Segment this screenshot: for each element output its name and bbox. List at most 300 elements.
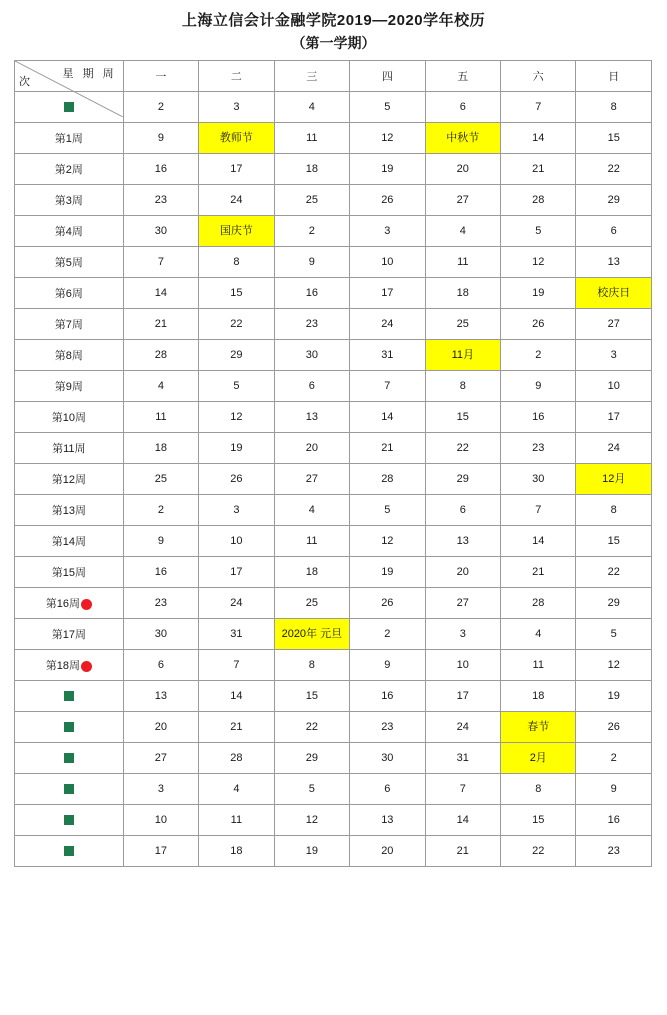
date-number: 9 [535, 380, 542, 392]
calendar-cell [501, 836, 576, 867]
exam-dot-icon [81, 661, 92, 672]
calendar-cell [274, 216, 349, 247]
calendar-cell [425, 495, 500, 526]
table-row [15, 619, 652, 650]
holiday-label: 教师节 [219, 131, 253, 144]
corner-label-weeknumber: 次 [19, 76, 30, 88]
table-row [15, 433, 652, 464]
table-row [15, 464, 652, 495]
date-number: 14 [532, 535, 545, 547]
date-number: 16 [381, 690, 394, 702]
week-label: 第2周 [54, 164, 83, 176]
calendar-cell [123, 619, 198, 650]
date-number: 15 [456, 411, 469, 423]
date-number: 11 [532, 659, 544, 671]
calendar-cell [274, 712, 349, 743]
calendar-cell [350, 743, 425, 774]
date-number: 23 [381, 721, 394, 733]
date-number: 29 [230, 349, 243, 361]
day-header-thu: 四 [350, 61, 425, 92]
holiday-label: 12月 [602, 472, 626, 485]
table-row [15, 650, 652, 681]
holiday-label: 春节 [527, 720, 550, 733]
date-number: 19 [381, 566, 394, 578]
calendar-cell [199, 247, 274, 278]
calendar-cell [425, 681, 500, 712]
calendar-cell [123, 712, 198, 743]
calendar-cell [576, 309, 652, 340]
calendar-cell [425, 588, 500, 619]
calendar-cell [576, 712, 652, 743]
date-number: 17 [381, 287, 394, 299]
date-number: 17 [456, 690, 469, 702]
date-number: 4 [308, 504, 315, 516]
table-row [15, 774, 652, 805]
document-title-block [14, 10, 653, 54]
calendar-cell [576, 402, 652, 433]
calendar-cell [123, 185, 198, 216]
week-label: 第13周 [51, 505, 86, 517]
week-label: 第5周 [54, 257, 83, 269]
calendar-cell-highlight [199, 123, 274, 154]
calendar-cell [350, 185, 425, 216]
calendar-cell [199, 836, 274, 867]
date-number: 20 [154, 721, 168, 733]
calendar-cell-highlight [274, 619, 349, 650]
week-label: 第4周 [54, 226, 83, 238]
date-number: 19 [532, 287, 545, 299]
calendar-cell [199, 185, 274, 216]
table-row [15, 526, 652, 557]
date-number: 14 [456, 814, 469, 826]
calendar-cell [350, 340, 425, 371]
calendar-cell [576, 743, 652, 774]
date-number: 28 [154, 349, 168, 361]
date-number: 4 [308, 101, 315, 113]
date-number: 22 [532, 845, 545, 857]
calendar-cell [350, 309, 425, 340]
calendar-cell [274, 371, 349, 402]
calendar-cell [274, 340, 349, 371]
date-number: 10 [456, 659, 469, 671]
date-number: 27 [456, 194, 469, 206]
date-number: 18 [532, 690, 545, 702]
calendar-cell [501, 433, 576, 464]
date-number: 9 [157, 132, 164, 144]
calendar-cell [123, 309, 198, 340]
calendar-cell [274, 681, 349, 712]
date-number: 21 [154, 318, 168, 330]
calendar-cell [501, 495, 576, 526]
date-number: 23 [532, 442, 545, 454]
date-number: 21 [532, 163, 545, 175]
date-number: 15 [305, 690, 318, 702]
calendar-cell [425, 557, 500, 588]
calendar-cell [274, 92, 349, 123]
calendar-cell [501, 464, 576, 495]
calendar-cell [576, 123, 652, 154]
calendar-cell-highlight [576, 464, 652, 495]
calendar-cell [501, 216, 576, 247]
week-label-cell [15, 619, 124, 650]
table-row [15, 247, 652, 278]
calendar-cell [501, 681, 576, 712]
date-number: 8 [610, 504, 617, 516]
calendar-cell [199, 805, 274, 836]
calendar-cell [199, 371, 274, 402]
calendar-cell [199, 464, 274, 495]
calendar-cell [350, 123, 425, 154]
date-number: 20 [456, 566, 469, 578]
date-number: 25 [154, 473, 168, 485]
date-number: 27 [154, 752, 168, 764]
calendar-cell [274, 650, 349, 681]
date-number: 18 [456, 287, 469, 299]
table-row [15, 836, 652, 867]
calendar-cell [350, 371, 425, 402]
week-label: 第12周 [51, 474, 86, 486]
calendar-cell [425, 774, 500, 805]
calendar-cell [350, 836, 425, 867]
date-number: 26 [230, 473, 243, 485]
week-label-cell [15, 743, 124, 774]
date-number: 9 [157, 535, 164, 547]
date-number: 29 [305, 752, 318, 764]
week-label-cell [15, 712, 124, 743]
date-number: 15 [607, 132, 620, 144]
date-number: 2 [384, 628, 391, 640]
calendar-cell [350, 278, 425, 309]
week-label: 第11周 [52, 443, 86, 455]
date-number: 7 [459, 783, 466, 795]
calendar-cell [576, 371, 652, 402]
date-number: 6 [308, 380, 315, 392]
date-number: 8 [459, 380, 466, 392]
calendar-cell [123, 526, 198, 557]
calendar-cell-highlight [501, 743, 576, 774]
calendar-cell [350, 557, 425, 588]
day-header-sat: 六 [501, 61, 576, 92]
date-number: 23 [154, 194, 168, 206]
date-number: 8 [308, 659, 315, 671]
calendar-cell [350, 247, 425, 278]
calendar-cell [501, 619, 576, 650]
date-number: 8 [535, 783, 542, 795]
table-row [15, 216, 652, 247]
calendar-cell [123, 557, 198, 588]
calendar-cell [350, 805, 425, 836]
calendar-cell [199, 92, 274, 123]
date-number: 7 [233, 659, 240, 671]
calendar-cell [576, 650, 652, 681]
day-header-mon: 一 [123, 61, 198, 92]
week-label: 第1周 [54, 133, 83, 145]
date-number: 12 [607, 659, 620, 671]
date-number: 31 [381, 349, 394, 361]
date-number: 24 [230, 194, 243, 206]
date-number: 10 [607, 380, 620, 392]
calendar-cell [425, 836, 500, 867]
date-number: 29 [607, 194, 620, 206]
date-number: 12 [305, 814, 318, 826]
calendar-cell-highlight [576, 278, 652, 309]
week-label-cell [15, 464, 124, 495]
date-number: 3 [233, 504, 240, 516]
calendar-cell [274, 309, 349, 340]
table-row [15, 402, 652, 433]
table-row [15, 92, 652, 123]
date-number: 25 [305, 194, 318, 206]
date-number: 19 [607, 690, 620, 702]
calendar-cell [501, 557, 576, 588]
calendar-cell-highlight [425, 340, 500, 371]
calendar-cell [274, 278, 349, 309]
date-number: 29 [607, 597, 620, 609]
calendar-cell [576, 557, 652, 588]
calendar-cell [576, 619, 652, 650]
calendar-cell [123, 805, 198, 836]
calendar-cell [274, 433, 349, 464]
calendar-cell [274, 805, 349, 836]
calendar-cell [501, 588, 576, 619]
calendar-cell [274, 836, 349, 867]
date-number: 5 [384, 101, 391, 113]
week-label-cell [15, 309, 124, 340]
week-label-cell [15, 557, 124, 588]
date-number: 24 [230, 597, 243, 609]
holiday-label: 11月 [451, 348, 474, 361]
calendar-cell [425, 185, 500, 216]
calendar-cell [199, 278, 274, 309]
calendar-cell [199, 495, 274, 526]
date-number: 7 [157, 256, 164, 268]
table-header-row [15, 61, 652, 92]
date-number: 5 [233, 380, 240, 392]
calendar-cell [501, 371, 576, 402]
calendar-cell [576, 774, 652, 805]
calendar-cell [576, 681, 652, 712]
date-number: 26 [532, 318, 545, 330]
calendar-cell [199, 588, 274, 619]
date-number: 22 [305, 721, 318, 733]
date-number: 13 [154, 690, 168, 702]
table-row [15, 495, 652, 526]
vacation-square-icon [64, 102, 74, 112]
date-number: 14 [381, 411, 394, 423]
page-title: 上海立信会计金融学院2019—2020学年校历 [181, 12, 486, 29]
date-number: 23 [305, 318, 318, 330]
week-label-cell [15, 247, 124, 278]
date-number: 13 [305, 411, 318, 423]
date-number: 11 [306, 132, 318, 144]
date-number: 24 [607, 442, 620, 454]
date-number: 11 [155, 411, 167, 423]
date-number: 9 [308, 256, 315, 268]
calendar-cell [123, 836, 198, 867]
calendar-cell [199, 619, 274, 650]
week-label: 第15周 [51, 567, 86, 579]
date-number: 21 [381, 442, 394, 454]
date-number: 30 [305, 349, 318, 361]
calendar-cell [501, 309, 576, 340]
calendar-cell [501, 247, 576, 278]
date-number: 4 [459, 225, 466, 237]
calendar-cell [199, 681, 274, 712]
calendar-cell [199, 309, 274, 340]
holiday-label: 2020年 元旦 [281, 627, 343, 640]
calendar-cell [576, 433, 652, 464]
date-number: 4 [233, 783, 240, 795]
calendar-cell [425, 526, 500, 557]
date-number: 14 [230, 690, 243, 702]
calendar-cell [425, 712, 500, 743]
date-number: 2 [157, 101, 164, 113]
calendar-cell [501, 774, 576, 805]
date-number: 26 [607, 721, 620, 733]
week-label-cell [15, 836, 124, 867]
date-number: 5 [610, 628, 617, 640]
calendar-cell [274, 743, 349, 774]
calendar-cell [425, 216, 500, 247]
calendar-cell [123, 495, 198, 526]
holiday-label: 2月 [529, 751, 547, 764]
date-number: 30 [532, 473, 545, 485]
calendar-cell [350, 650, 425, 681]
date-number: 11 [457, 256, 469, 268]
calendar-cell [123, 340, 198, 371]
date-number: 23 [607, 845, 620, 857]
calendar-cell [274, 247, 349, 278]
table-row [15, 278, 652, 309]
calendar-cell [425, 650, 500, 681]
date-number: 6 [459, 101, 466, 113]
calendar-cell [425, 805, 500, 836]
week-label: 第3周 [54, 195, 83, 207]
calendar-cell [274, 495, 349, 526]
date-number: 15 [607, 535, 620, 547]
date-number: 12 [532, 256, 545, 268]
day-header-fri: 五 [425, 61, 500, 92]
calendar-cell [576, 495, 652, 526]
date-number: 30 [381, 752, 394, 764]
table-row [15, 805, 652, 836]
date-number: 28 [532, 597, 545, 609]
calendar-cell [123, 278, 198, 309]
week-label-cell [15, 216, 124, 247]
exam-dot-icon [81, 599, 92, 610]
calendar-cell [350, 681, 425, 712]
date-number: 9 [384, 659, 391, 671]
date-number: 15 [532, 814, 545, 826]
date-number: 17 [230, 566, 243, 578]
date-number: 4 [157, 380, 164, 392]
table-body [15, 92, 652, 867]
date-number: 20 [456, 163, 469, 175]
date-number: 28 [381, 473, 394, 485]
week-label: 第17周 [51, 629, 86, 641]
vacation-square-icon [64, 846, 74, 856]
calendar-cell [123, 650, 198, 681]
calendar-cell [350, 433, 425, 464]
date-number: 7 [535, 101, 542, 113]
calendar-cell [425, 402, 500, 433]
calendar-cell [425, 371, 500, 402]
date-number: 12 [230, 411, 243, 423]
table-row [15, 557, 652, 588]
calendar-cell [576, 185, 652, 216]
week-label-cell [15, 154, 124, 185]
date-number: 31 [230, 628, 243, 640]
holiday-label: 中秋节 [446, 131, 480, 144]
date-number: 15 [230, 287, 243, 299]
week-label-cell [15, 123, 124, 154]
calendar-cell [501, 805, 576, 836]
table-row [15, 681, 652, 712]
calendar-cell [501, 340, 576, 371]
date-number: 30 [154, 628, 168, 640]
calendar-cell [425, 247, 500, 278]
date-number: 12 [381, 132, 394, 144]
vacation-square-icon [64, 691, 74, 701]
calendar-cell [501, 402, 576, 433]
date-number: 22 [456, 442, 469, 454]
academic-calendar-table [14, 60, 652, 867]
calendar-cell [199, 154, 274, 185]
date-number: 16 [154, 566, 168, 578]
calendar-cell [501, 154, 576, 185]
week-label-cell [15, 278, 124, 309]
date-number: 25 [456, 318, 469, 330]
calendar-cell [274, 185, 349, 216]
calendar-cell [425, 154, 500, 185]
calendar-cell [350, 402, 425, 433]
date-number: 8 [233, 256, 240, 268]
calendar-cell [199, 433, 274, 464]
week-label-cell [15, 402, 124, 433]
calendar-cell [123, 743, 198, 774]
date-number: 25 [305, 597, 318, 609]
date-number: 26 [381, 597, 394, 609]
calendar-cell [350, 526, 425, 557]
calendar-cell [425, 433, 500, 464]
week-label: 第18周 [45, 660, 80, 672]
calendar-cell [274, 402, 349, 433]
calendar-cell [123, 681, 198, 712]
date-number: 24 [381, 318, 394, 330]
date-number: 23 [154, 597, 168, 609]
calendar-cell [199, 743, 274, 774]
date-number: 2 [157, 504, 164, 516]
calendar-cell [350, 92, 425, 123]
calendar-cell [425, 92, 500, 123]
date-number: 22 [607, 163, 620, 175]
calendar-cell [576, 836, 652, 867]
date-number: 13 [607, 256, 620, 268]
date-number: 18 [305, 566, 318, 578]
date-number: 21 [456, 845, 469, 857]
table-row [15, 371, 652, 402]
week-label: 第9周 [54, 381, 83, 393]
date-number: 30 [154, 225, 168, 237]
date-number: 9 [610, 783, 617, 795]
date-number: 17 [607, 411, 620, 423]
calendar-cell [123, 154, 198, 185]
calendar-cell [576, 526, 652, 557]
week-label-cell [15, 371, 124, 402]
calendar-cell [199, 340, 274, 371]
date-number: 6 [157, 659, 164, 671]
date-number: 27 [607, 318, 620, 330]
